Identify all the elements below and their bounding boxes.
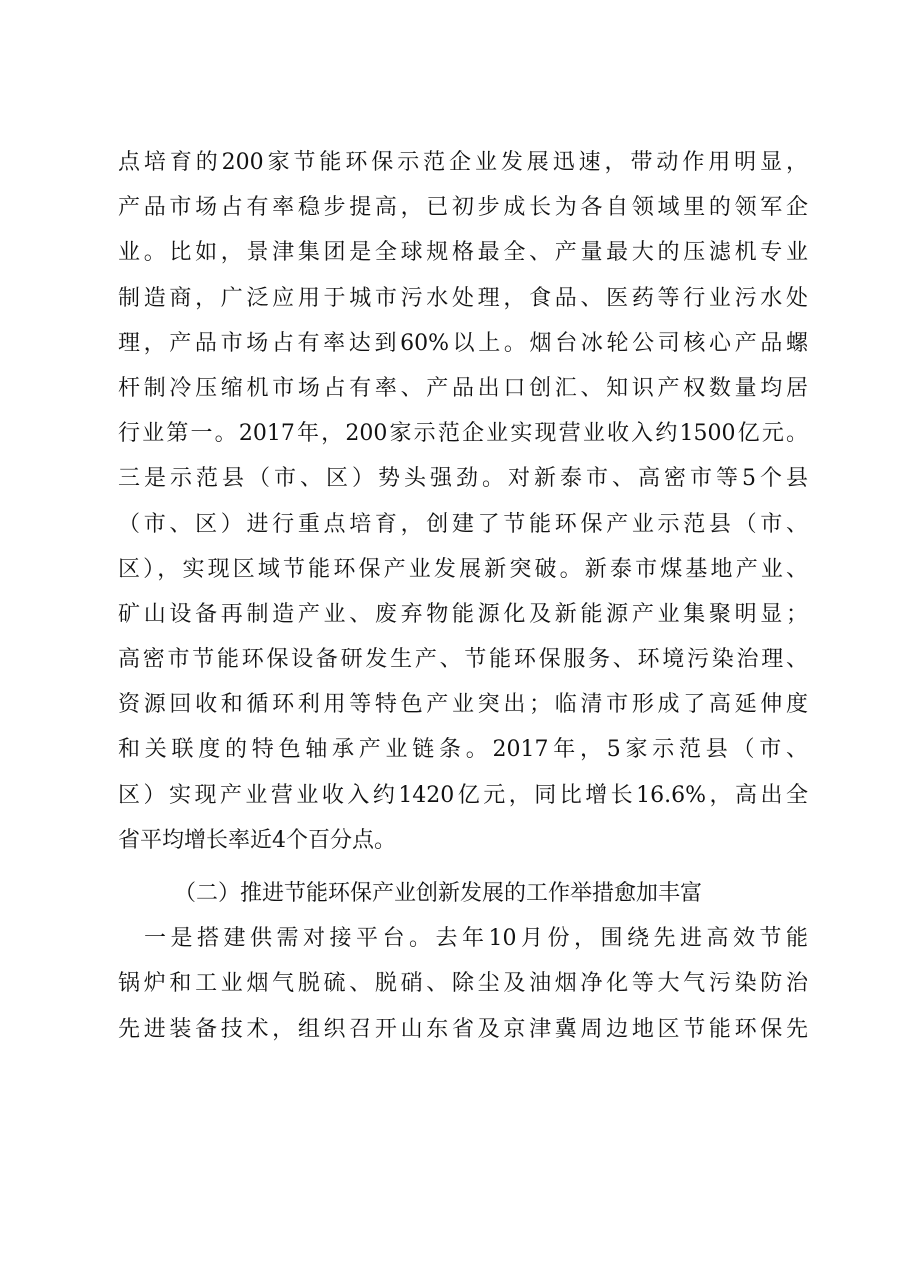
text-line: 一是搭建供需对接平台。去年10月份，围绕先进高效节能 [144, 926, 808, 952]
paragraph-measures [118, 916, 808, 1052]
document-body [118, 140, 808, 1052]
text-line: 区）实现产业营业收入约1420亿元，同比增长16.6%，高出全 [118, 782, 808, 808]
text-line: 理，产品市场占有率达到60%以上。烟台冰轮公司核心产品螺 [118, 330, 808, 356]
text-line: 业。比如，景津集团是全球规格最全、产量最大的压滤机专业 [118, 240, 808, 266]
text-line: 先进装备技术，组织召开山东省及京津冀周边地区节能环保先 [118, 1016, 808, 1042]
text-line: 制造商，广泛应用于城市污水处理，食品、医药等行业污水处 [118, 285, 808, 311]
paragraph-achievements [118, 140, 808, 863]
section-heading: （二）推进节能环保产业创新发展的工作举措愈加丰富 [174, 881, 703, 906]
text-line: 三是示范县（市、区）势头强劲。对新泰市、高密市等5个县 [118, 466, 808, 492]
text-line: 杆制冷压缩机市场占有率、产品出口创汇、知识产权数量均居 [118, 375, 808, 401]
text-line: 行业第一。2017年，200家示范企业实现营业收入约1500亿元。 [118, 421, 808, 447]
text-line: 省平均增长率近4个百分点。 [118, 827, 396, 853]
text-line: 锅炉和工业烟气脱硫、脱硝、除尘及油烟净化等大气污染防治 [118, 971, 808, 997]
text-line: 区），实现区域节能环保产业发展新突破。新泰市煤基地产业、 [118, 556, 808, 582]
text-line: 资源回收和循环利用等特色产业突出；临清市形成了高延伸度 [118, 692, 808, 718]
text-line: 高密市节能环保设备研发生产、节能环保服务、环境污染治理、 [118, 647, 808, 673]
text-line: 和关联度的特色轴承产业链条。2017年，5家示范县（市、 [118, 737, 808, 763]
text-line: 产品市场占有率稳步提高，已初步成长为各自领域里的领军企 [118, 195, 808, 221]
text-line: 点培育的200家节能环保示范企业发展迅速，带动作用明显， [118, 150, 808, 175]
text-line: （市、区）进行重点培育，创建了节能环保产业示范县（市、 [118, 511, 808, 537]
text-line: 矿山设备再制造产业、废弃物能源化及新能源产业集聚明显； [118, 601, 808, 627]
